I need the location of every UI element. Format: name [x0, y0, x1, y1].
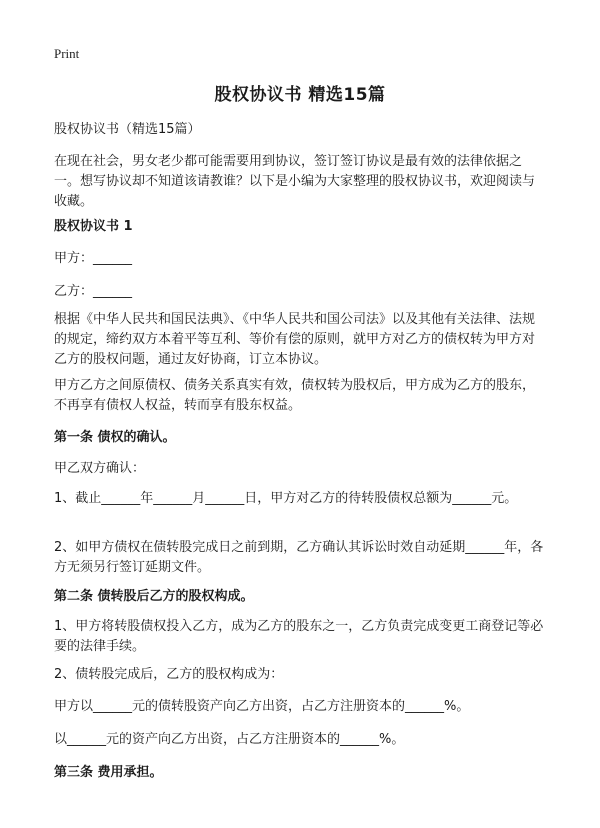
debt-relation-paragraph: 甲方乙方之间原债权、债务关系真实有效，债权转为股权后，甲方成为乙方的股东，不再享有债权人权益，转而享有股东权益。 — [54, 378, 536, 413]
article-2-item-1: 1、甲方将转股债权投入乙方，成为乙方的股东之一，乙方负责完成变更工商登记等必要的法律手续。 — [54, 619, 544, 654]
intro-paragraph: 在现在社会，男女老少都可能需要用到协议，签订签订协议是最有效的法律依据之一。想写协议却不知道该请教谁？以下是小编为大家整理的股权协议书，欢迎阅读与收藏。 — [54, 154, 536, 209]
party-b-line: 乙方：______ — [54, 284, 133, 299]
article-2-line-2: 以______元的资产向乙方出资，占乙方注册资本的______%。 — [54, 732, 405, 747]
document-title: 股权协议书 精选15篇 — [214, 85, 386, 105]
article-3-heading: 第三条 费用承担。 — [54, 765, 163, 780]
article-1-confirm: 甲乙双方确认： — [54, 461, 146, 476]
agreement-heading: 股权协议书 1 — [54, 219, 133, 234]
article-1-item-1: 1、截止______年______月______日，甲方对乙方的待转股债权总额为______元。 — [54, 491, 518, 506]
article-1-item-2: 2、如甲方债权在债转股完成日之前到期，乙方确认其诉讼时效自动延期______年，各方无须另行签订延期文件。 — [54, 540, 544, 575]
legal-basis-paragraph: 根据《中华人民共和国民法典》、《中华人民共和国公司法》以及其他有关法律、法规的规定，缔约双方本着平等互利、等价有偿的原则，就甲方对乙方的债权转为甲方对乙方的股权问题，通过友好协商，订立本协议。 — [54, 312, 536, 367]
article-2-line-1: 甲方以______元的债转股资产向乙方出资，占乙方注册资本的______%。 — [54, 699, 470, 714]
document-subtitle: 股权协议书（精选15篇） — [54, 122, 201, 137]
article-2-heading: 第二条 债转股后乙方的股权构成。 — [54, 589, 254, 604]
party-a-line: 甲方：______ — [54, 251, 133, 266]
article-2-item-2: 2、债转股完成后，乙方的股权构成为： — [54, 667, 284, 682]
print-link[interactable]: Print — [54, 46, 80, 61]
article-1-heading: 第一条 债权的确认。 — [54, 430, 176, 445]
